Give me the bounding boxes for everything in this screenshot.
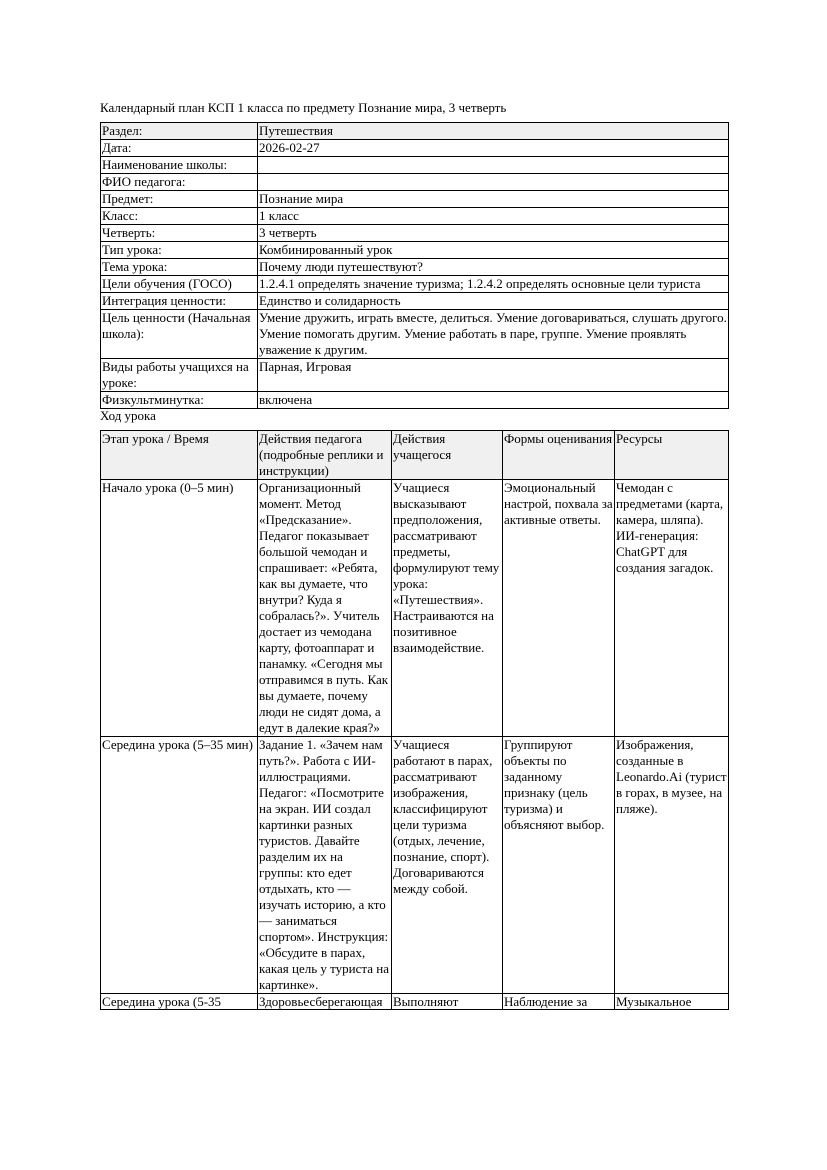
info-row: [101, 359, 729, 392]
info-label: Четверть:: [101, 225, 258, 242]
lesson-student-actions: Учащиеся высказывают предположения, рассматривают предметы, формулируют тему урока: «Путешествия». Настраиваются на позитивное взаимодействие.: [392, 480, 503, 737]
lesson-teacher-actions: Организационный момент. Метод «Предсказание». Педагог показывает большой чемодан и спрашивает: «Ребята, как вы думаете, что внутри? Куда я собралась?». Учитель достает из чемодана карту, фотоаппарат и панамку. «Сегодня мы отправимся в путь. Как вы думаете, почему люди не сидят дома, а едут в далекие края?»: [258, 480, 392, 737]
lesson-progress-heading: Ход урока: [100, 408, 156, 423]
info-value: 1.2.4.1 определять значение туризма; 1.2.4.2 определять основные цели туриста: [258, 276, 729, 293]
info-value: включена: [258, 392, 729, 409]
info-row: [101, 310, 729, 359]
lesson-row: [101, 994, 729, 1010]
info-label: Наименование школы:: [101, 157, 258, 174]
info-row: [101, 225, 729, 242]
info-row: [101, 123, 729, 140]
info-row: [101, 293, 729, 310]
lesson-student-actions: [392, 994, 503, 1010]
info-label: Предмет:: [101, 191, 258, 208]
info-value: 3 четверть: [258, 225, 729, 242]
info-row: [101, 276, 729, 293]
header-resources: Ресурсы: [615, 431, 729, 480]
lesson-assessment: [503, 994, 615, 1010]
info-value: Умение дружить, играть вместе, делиться. Умение договариваться, слушать другого. Умение помогать другим. Умение работать в паре, группе. Умение проявлять уважение к другим.: [259, 310, 727, 357]
info-value: Единство и солидарность: [258, 293, 729, 310]
document-page: [100, 100, 728, 1010]
info-label: Виды работы учащихся на уроке:: [101, 359, 258, 392]
header-student-actions: Действия учащегося: [392, 431, 503, 480]
info-value: [258, 157, 729, 174]
info-value: 2026-02-27: [258, 140, 729, 157]
info-value: Познание мира: [258, 191, 729, 208]
lesson-resources-text: Музыкальное: [616, 994, 692, 1009]
info-value: [258, 174, 729, 191]
info-label: ФИО педагога:: [101, 174, 258, 191]
info-label: Физкультминутка:: [101, 392, 258, 409]
info-value: Парная, Игровая: [258, 359, 729, 392]
lesson-resources: Изображения, созданные в Leonardo.Ai (турист в горах, в музее, на пляже).: [615, 737, 729, 994]
info-row: [101, 208, 729, 225]
lesson-assessment: Эмоциональный настрой, похвала за активные ответы.: [503, 480, 615, 737]
info-value: Почему люди путешествуют?: [258, 259, 729, 276]
info-label: Цели обучения (ГОСО): [101, 276, 258, 293]
lesson-header-row: [101, 431, 729, 480]
lesson-resources: Чемодан с предметами (карта, камера, шляпа). ИИ-генерация: ChatGPT для создания загадок.: [615, 480, 729, 737]
info-row: [101, 174, 729, 191]
info-label: Тип урока:: [101, 242, 258, 259]
lesson-student-actions: Учащиеся работают в парах, рассматривают изображения, классифицируют цели туризма (отдых, лечение, познание, спорт). Договариваются между собой.: [392, 737, 503, 994]
lesson-stage-text: Середина урока (5-35: [102, 994, 222, 1009]
info-row: [101, 259, 729, 276]
lesson-info-table: [100, 122, 729, 409]
lesson-resources: [615, 994, 729, 1010]
lesson-assessment-text: Наблюдение за: [504, 994, 588, 1009]
info-label: Тема урока:: [101, 259, 258, 276]
lesson-stage: Середина урока (5–35 мин): [101, 737, 258, 994]
header-stage: Этап урока / Время: [101, 431, 258, 480]
document-title: Календарный план КСП 1 класса по предмету Познание мира, 3 четверть: [100, 100, 507, 115]
info-row: [101, 191, 729, 208]
info-label: Раздел:: [101, 123, 258, 140]
info-value: Комбинированный урок: [258, 242, 729, 259]
header-assessment: Формы оценивания: [503, 431, 615, 480]
info-label: Цель ценности (Начальная школа):: [101, 310, 258, 359]
lesson-stage: Начало урока (0–5 мин): [101, 480, 258, 737]
lesson-row: [101, 480, 729, 737]
info-label: Интеграция ценности:: [101, 293, 258, 310]
info-value: 1 класс: [258, 208, 729, 225]
info-row: [101, 242, 729, 259]
info-row: [101, 392, 729, 409]
lesson-teacher-text: Здоровьесберегающая: [259, 994, 383, 1009]
lesson-row: [101, 737, 729, 994]
lesson-plan-table: [100, 430, 729, 1010]
lesson-stage: [101, 994, 258, 1010]
info-label: Дата:: [101, 140, 258, 157]
lesson-student-text: Выполняют: [393, 994, 459, 1009]
lesson-teacher-actions: Задание 1. «Зачем нам путь?». Работа с ИИ-иллюстрациями. Педагог: «Посмотрите на экран. ИИ создал картинки разных туристов. Давайте разделим их на группы: кто едет отдыхать, кто — изучать историю, а кто — заниматься спортом». Инструкция: «Обсудите в парах, какая цель у туриста на картинке».: [258, 737, 392, 994]
lesson-teacher-actions: [258, 994, 392, 1010]
info-row: [101, 157, 729, 174]
info-row: [101, 140, 729, 157]
info-label: Класс:: [101, 208, 258, 225]
lesson-assessment: Группируют объекты по заданному признаку (цель туризма) и объясняют выбор.: [503, 737, 615, 994]
info-value: Путешествия: [258, 123, 729, 140]
header-teacher-actions: Действия педагога (подробные реплики и инструкции): [258, 431, 392, 480]
